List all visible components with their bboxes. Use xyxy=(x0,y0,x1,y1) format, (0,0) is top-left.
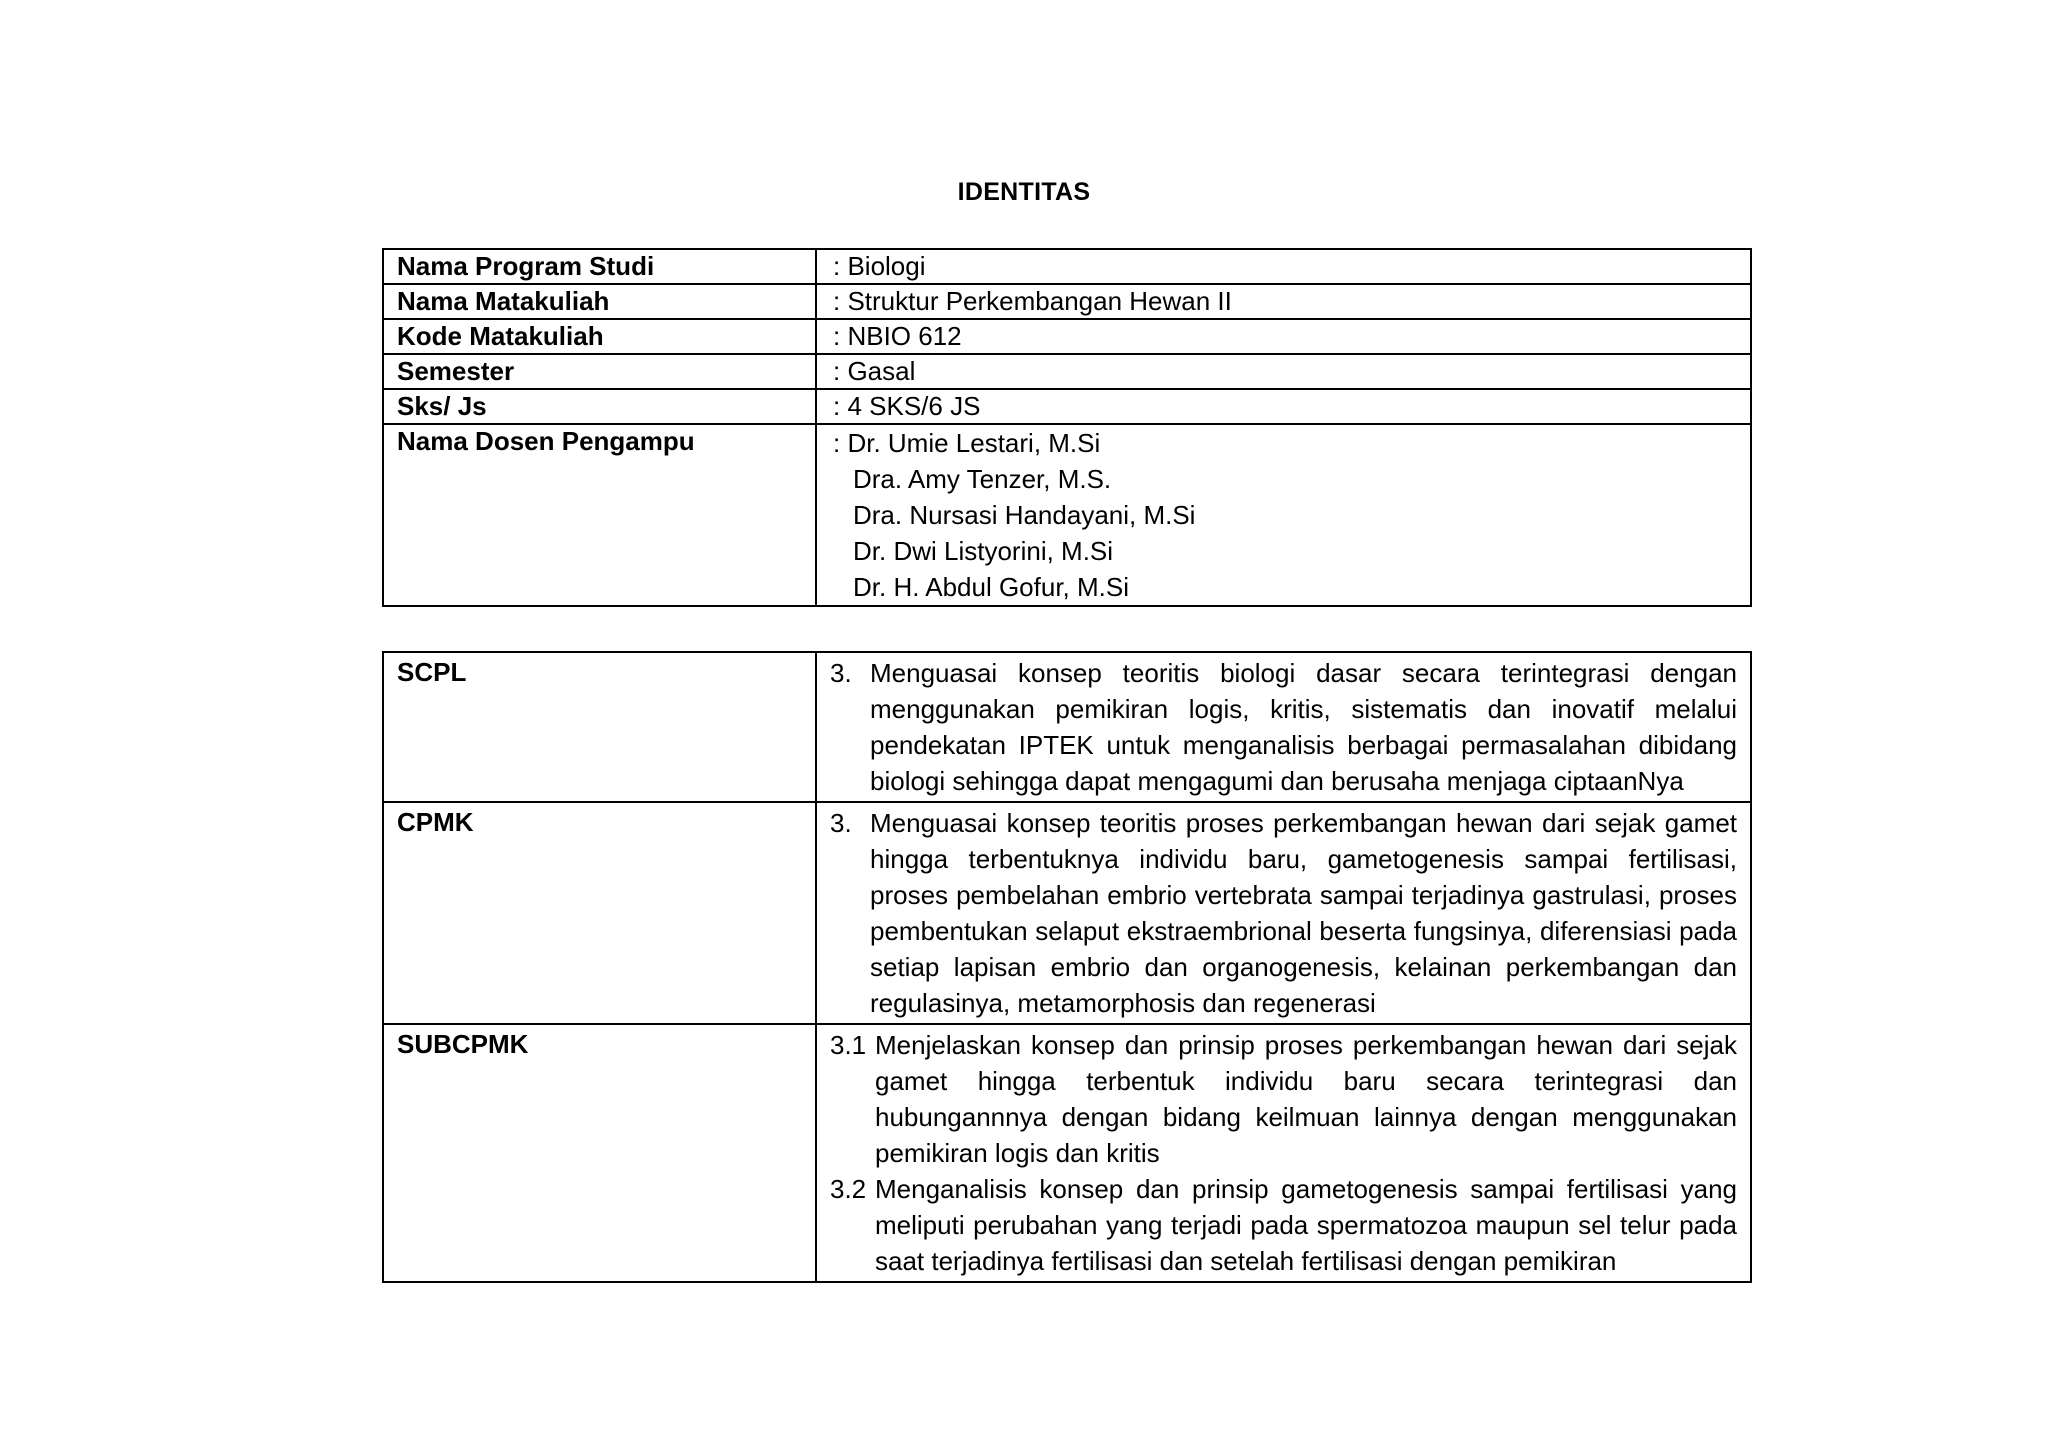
item-text: Menguasai konsep teoritis proses perkembangan hewan dari sejak gamet hingga terbentuknya individu baru, gametogenesis sampai fertilisasi, proses pembelahan embrio vertebrata sampai terjadinya gastrulasi, proses pembentukan selaput ekstraembrional beserta fungsinya, diferensiasi pada setiap lapisan embrio dan organogenesis, kelainan perkembangan dan regulasinya, metamorphosis dan regenerasi xyxy=(870,808,1737,1018)
outcomes-table xyxy=(382,651,1752,1283)
page-title: IDENTITAS xyxy=(957,178,1091,206)
row-label: Kode Matakuliah xyxy=(383,319,816,354)
lecturer-name: Dra. Amy Tenzer, M.S. xyxy=(853,464,1112,494)
item-text: Menguasai konsep teoritis biologi dasar secara terintegrasi dengan menggunakan pemikiran logis, kritis, sistematis dan inovatif melalui pendekatan IPTEK untuk menganalisis berbagai permasalahan dibidang biologi sehingga dapat mengagumi dan berusaha menjaga ciptaanNya xyxy=(870,658,1737,796)
row-label: CPMK xyxy=(383,802,816,1024)
table-row-subcpmk xyxy=(383,1024,1751,1282)
row-value: : Gasal xyxy=(816,354,1751,389)
lecturer-name: Dr. H. Abdul Gofur, M.Si xyxy=(853,572,1129,602)
table-row-scpl xyxy=(383,652,1751,802)
row-value xyxy=(816,1024,1751,1282)
table-row-lecturers xyxy=(383,424,1751,606)
table-row-cpmk xyxy=(383,802,1751,1024)
list-item xyxy=(830,805,1737,1021)
row-value xyxy=(816,652,1751,802)
lecturer-name: : Dr. Umie Lestari, M.Si xyxy=(833,428,1101,458)
row-label: Semester xyxy=(383,354,816,389)
item-number: 3.1 xyxy=(830,1030,867,1060)
list-item xyxy=(830,655,1737,799)
row-label: SUBCPMK xyxy=(383,1024,816,1282)
lecturer-name: Dr. Dwi Listyorini, M.Si xyxy=(853,536,1114,566)
table-row xyxy=(383,284,1751,319)
row-label: Nama Dosen Pengampu xyxy=(383,424,816,606)
identity-table xyxy=(382,248,1752,607)
row-label: Sks/ Js xyxy=(383,389,816,424)
row-value xyxy=(816,802,1751,1024)
row-value: : Biologi xyxy=(816,249,1751,284)
table-row xyxy=(383,389,1751,424)
lecturer-name: Dra. Nursasi Handayani, M.Si xyxy=(853,500,1196,530)
row-value: : NBIO 612 xyxy=(816,319,1751,354)
item-text: Menjelaskan konsep dan prinsip proses perkembangan hewan dari sejak gamet hingga terbentuk individu baru secara terintegrasi dan hubungannnya dengan bidang keilmuan lainnya dengan menggunakan pemikiran logis dan kritis xyxy=(875,1030,1737,1168)
item-number: 3. xyxy=(830,808,852,838)
lecturer-list xyxy=(816,424,1751,606)
table-row xyxy=(383,249,1751,284)
row-label: SCPL xyxy=(383,652,816,802)
item-number: 3. xyxy=(830,658,852,688)
row-label: Nama Program Studi xyxy=(383,249,816,284)
item-number: 3.2 xyxy=(830,1174,867,1204)
item-text: Menganalisis konsep dan prinsip gametogenesis sampai fertilisasi yang meliputi perubahan yang terjadi pada spermatozoa maupun sel telur pada saat terjadinya fertilisasi dan setelah fertilisasi dengan pemikiran xyxy=(875,1174,1737,1276)
row-value: : 4 SKS/6 JS xyxy=(816,389,1751,424)
row-label: Nama Matakuliah xyxy=(383,284,816,319)
list-item xyxy=(830,1027,1737,1171)
list-item xyxy=(830,1171,1737,1279)
table-row xyxy=(383,319,1751,354)
table-row xyxy=(383,354,1751,389)
row-value: : Struktur Perkembangan Hewan II xyxy=(816,284,1751,319)
